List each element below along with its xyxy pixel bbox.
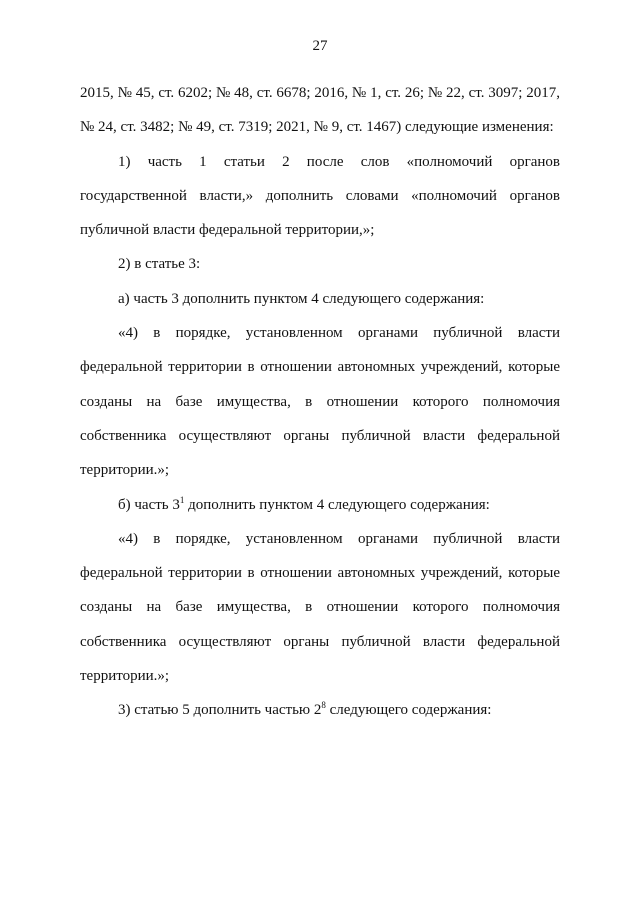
item-3-superscript: 8 (321, 700, 326, 711)
paragraph-item-3 (80, 693, 560, 727)
paragraph-quote-1: «4) в порядке, установленном органами публичной власти федеральной территории в отношении автономных учреждений, которые созданы на базе имущества, в отношении которого полномочия собственника осуществляют органы публичной власти федеральной территории.»; (80, 325, 560, 479)
paragraph-quote-2: «4) в порядке, установленном органами публичной власти федеральной территории в отношении автономных учреждений, которые созданы на базе имущества, в отношении которого полномочия собственника осуществляют органы публичной власти федеральной территории.»; (80, 530, 560, 685)
item-2b-text-before: б) часть 3 (118, 496, 180, 513)
item-3-text-after: следующего содержания: (325, 702, 492, 719)
page-number: 27 (312, 38, 328, 54)
document-body (80, 76, 560, 728)
paragraph-item-2a: а) часть 3 дополнить пунктом 4 следующего содержания: (118, 290, 485, 307)
paragraph-item-2: 2) в статье 3: (118, 256, 201, 273)
paragraph-intro: 2015, № 45, ст. 6202; № 48, ст. 6678; 2016, № 1, ст. 26; № 22, ст. 3097; 2017, № 24, ст. 3482; № 49, ст. 7319; 2021, № 9, ст. 1467) следующие изменения: (80, 85, 560, 136)
paragraph-item-2b (80, 488, 560, 522)
paragraph-item-1: 1) часть 1 статьи 2 после слов «полномочий органов государственной власти,» дополнить словами «полномочий органов публичной власти федеральной территории,»; (80, 153, 560, 239)
item-3-text-before: 3) статью 5 дополнить частью 2 (118, 702, 322, 719)
item-2b-superscript: 1 (179, 494, 185, 505)
item-2b-text-after: дополнить пунктом 4 следующего содержания: (184, 496, 490, 513)
